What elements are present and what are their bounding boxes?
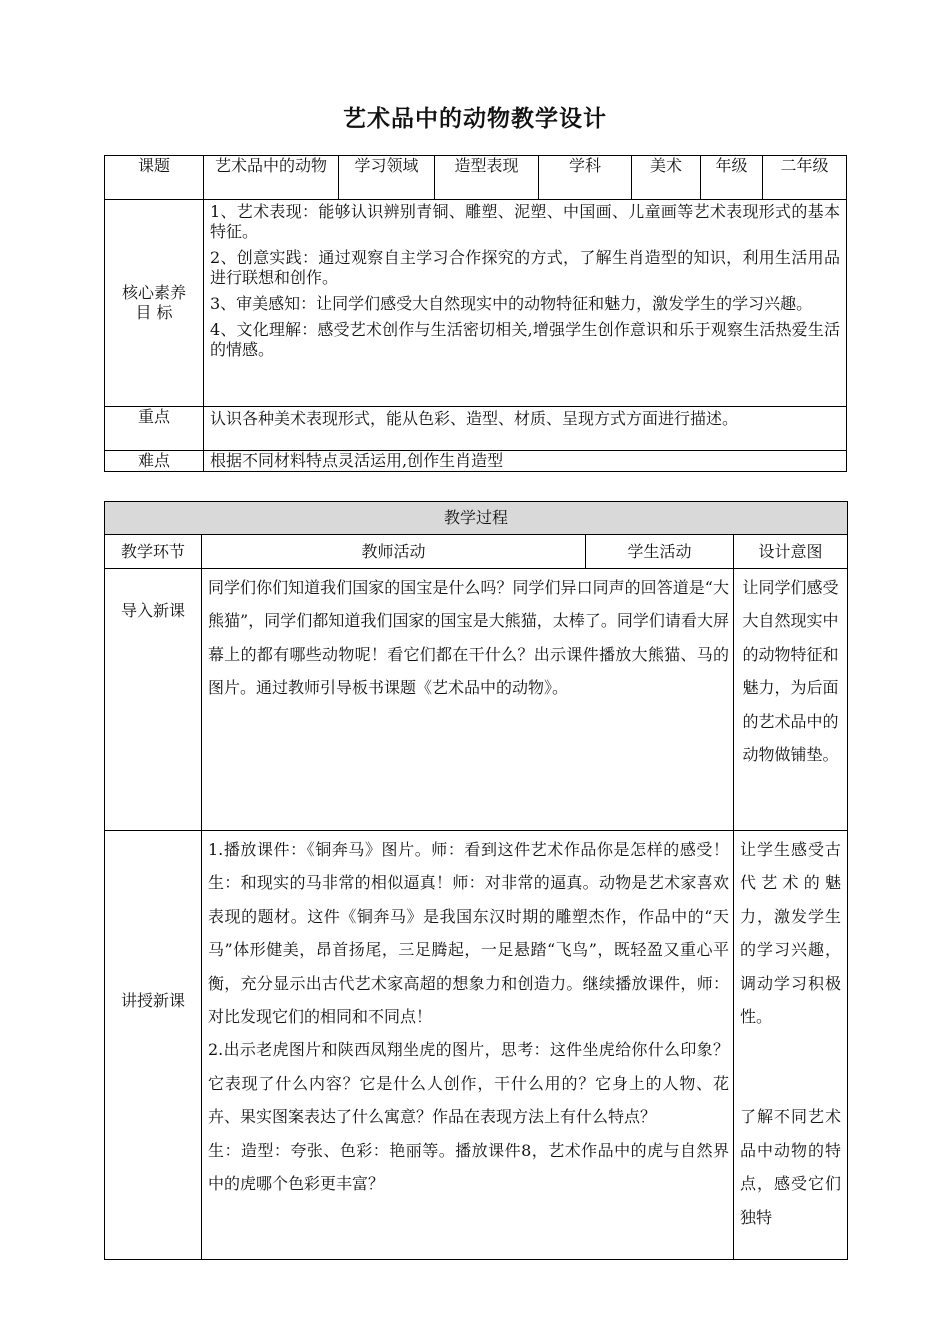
goal-item: 3、审美感知：让同学们感受大自然现实中的动物特征和魅力，激发学生的学习兴趣。 [210,294,813,313]
domain-label: 学习领域 [339,156,435,200]
subject-value: 美术 [632,156,701,200]
key-label: 重点 [105,407,204,451]
course-info-table [104,155,847,472]
teacher-activity-cell [202,569,734,831]
domain-value: 造型表现 [435,156,539,200]
col-teacher-header: 教师活动 [202,535,586,569]
teacher-activity-cell [202,831,734,1260]
stage-cell: 导入新课 [105,569,202,831]
table-row [105,569,848,831]
intent-cell [734,569,848,831]
col-stage-header: 教学环节 [105,535,202,569]
intent-paragraph: 让学生感受古代艺术的魅力，激发学生的学习兴趣，调动学习积极性。 [740,840,842,1027]
stage-cell: 讲授新课 [105,831,202,1260]
table-row [105,831,848,1260]
teacher-paragraph: 1.播放课件：《铜奔马》图片。师：看到这件艺术作品你是怎样的感受！生：和现实的马非常的相似逼真！师：对非常的逼真。动物是艺术家喜欢表现的题材。这件《铜奔马》是我国东汉时期的雕塑杰作，作品中的“天马”体形健美，昂首扬尾，三足腾起，一足悬踏“飞鸟”，既轻盈又重心平衡，充分显示出古代艺术家高超的想象力和创造力。继续播放课件，师：对比发现它们的相同和不同点！ [208,840,729,1027]
process-heading: 教学过程 [105,502,848,535]
col-intent-header: 设计意图 [734,535,848,569]
goal-item: 1、艺术表现：能够认识辨别青铜、雕塑、泥塑、中国画、儿童画等艺术表现形式的基本特征。 [210,202,840,241]
key-value: 认识各种美术表现形式，能从色彩、造型、材质、呈现方式方面进行描述。 [204,407,847,451]
goal-item: 2、创意实践：通过观察自主学习合作探究的方式，了解生肖造型的知识，利用生活用品进行联想和创作。 [210,248,840,287]
goals-label: 核心素养目 标 [105,200,204,407]
subject-label: 学科 [539,156,632,200]
goal-item: 4、文化理解：感受艺术创作与生活密切相关,增强学生创作意识和乐于观察生活热爱生活的情感。 [210,320,840,359]
grade-value: 二年级 [763,156,847,200]
difficulty-label: 难点 [105,451,204,472]
page-title: 艺术品中的动物教学设计 [343,106,607,132]
course-value: 艺术品中的动物 [204,156,339,200]
intent-paragraph: 让同学们感受大自然现实中的动物特征和魅力，为后面的艺术品中的动物做铺垫。 [742,578,839,765]
teacher-paragraph: 同学们你们知道我们国家的国宝是什么吗？同学们异口同声的回答道是“大熊猫”，同学们都知道我们国家的国宝是大熊猫，太棒了。同学们请看大屏幕上的都有哪些动物呢！看它们都在干什么？出示课件播放大熊猫、马的图片。通过教师引导板书课题《艺术品中的动物》。 [208,578,729,698]
col-student-header: 学生活动 [586,535,734,569]
grade-label: 年级 [701,156,763,200]
process-table [104,501,848,1260]
intent-cell [734,831,848,1260]
teacher-paragraph: 2.出示老虎图片和陕西凤翔坐虎的图片，思考：这件坐虎给你什么印象？它表现了什么内容？它是什么人创作，干什么用的？它身上的人物、花卉、果实图案表达了什么寓意？作品在表现方法上有什么特点？ [208,1040,729,1127]
difficulty-value: 根据不同材料特点灵活运用,创作生肖造型 [204,451,847,472]
intent-paragraph: 了解不同艺术品中动物的特点，感受它们独特 [740,1107,842,1227]
teacher-paragraph: 生：造型：夸张、色彩：艳丽等。播放课件8，艺术作品中的虎与自然界中的虎哪个色彩更丰富？ [208,1140,729,1194]
course-label: 课题 [105,156,204,200]
goals-cell [204,200,847,407]
